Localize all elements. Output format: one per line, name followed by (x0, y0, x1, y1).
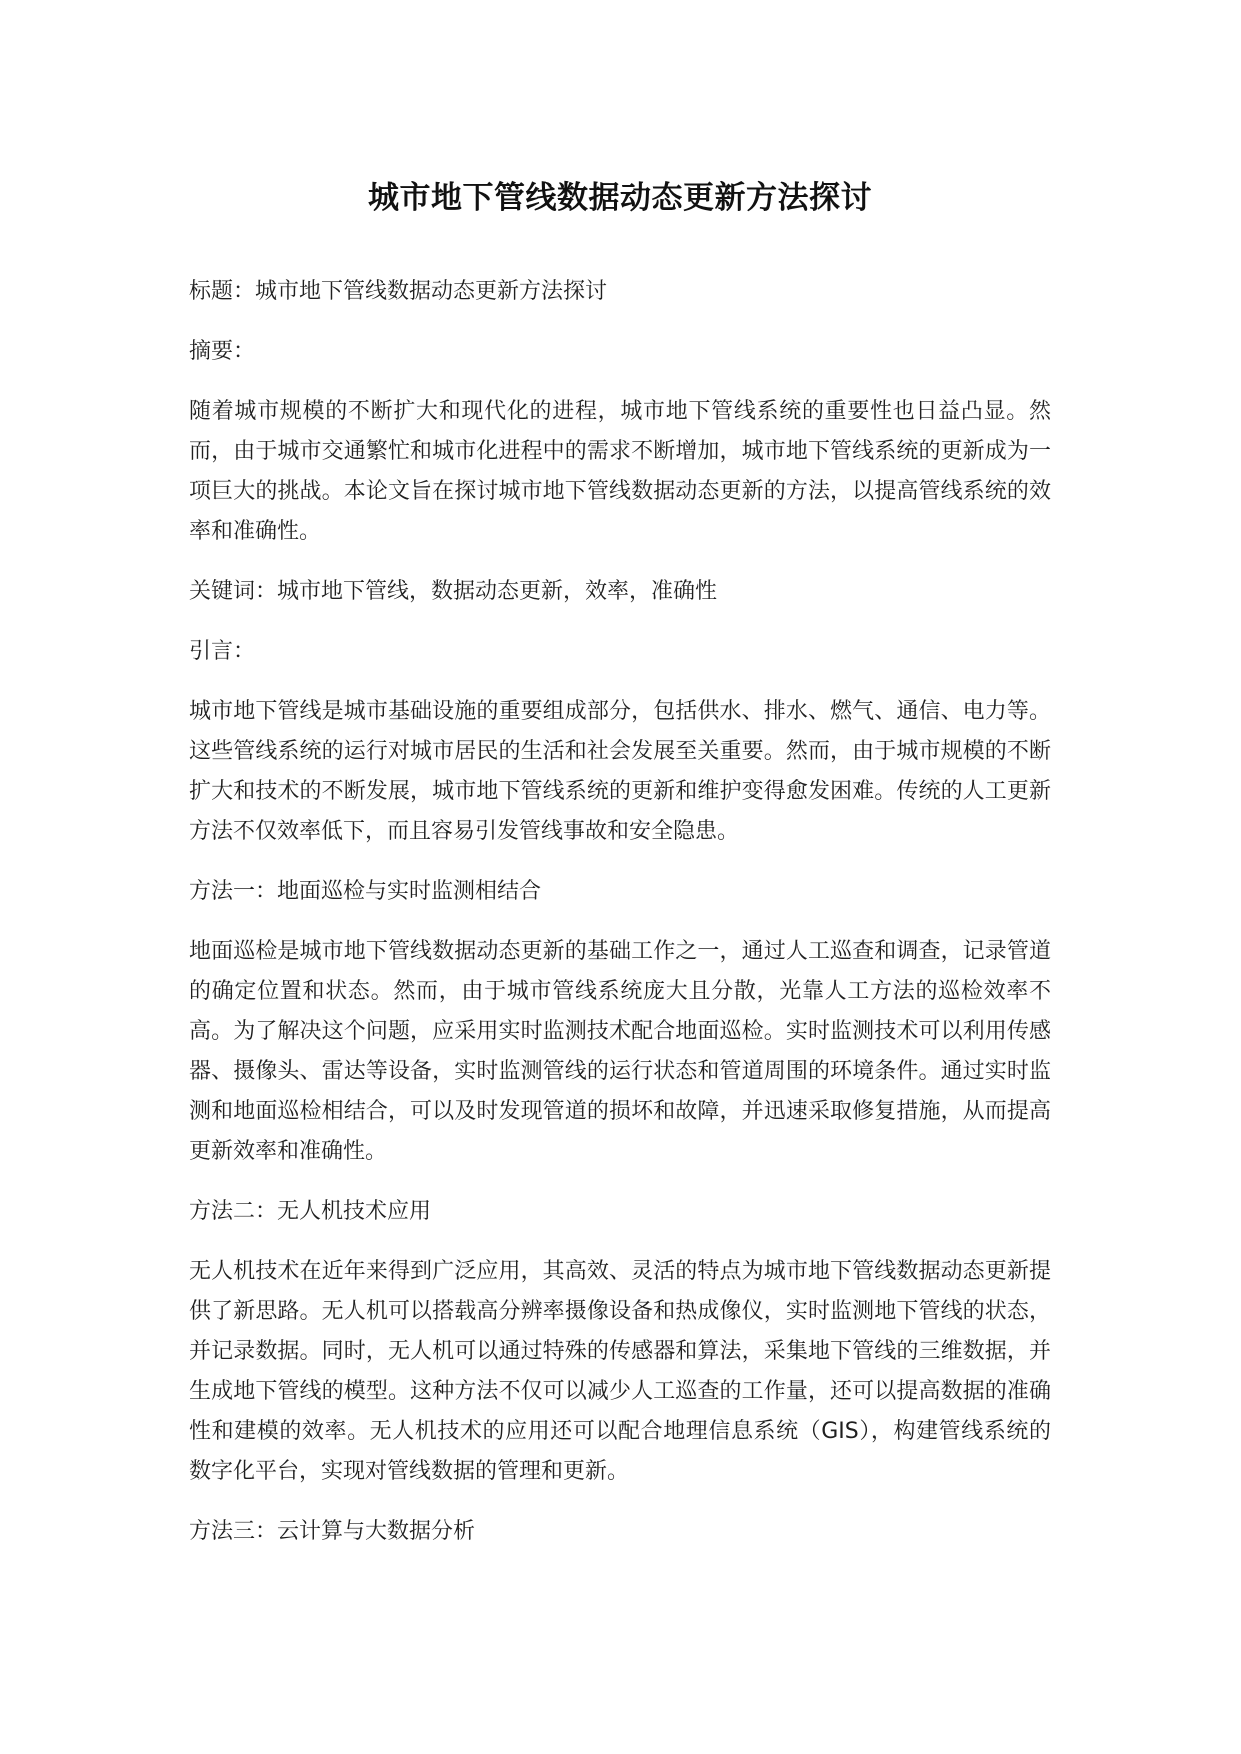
method-two-heading: 方法二：无人机技术应用 (189, 1199, 432, 1224)
title-line: 标题：城市地下管线数据动态更新方法探讨 (189, 279, 608, 304)
abstract-heading: 摘要： (189, 339, 256, 364)
abstract-paragraph: 随着城市规模的不断扩大和现代化的进程，城市地下管线系统的重要性也日益凸显。然而，由于城市交通繁忙和城市化进程中的需求不断增加，城市地下管线系统的更新成为一项巨大的挑战。本论文旨在探讨城市地下管线数据动态更新的方法，以提高管线系统的效率和准确性。 (189, 399, 1051, 544)
method-one-paragraph: 地面巡检是城市地下管线数据动态更新的基础工作之一，通过人工巡查和调查，记录管道的确定位置和状态。然而，由于城市管线系统庞大且分散，光靠人工方法的巡检效率不高。为了解决这个问题，应采用实时监测技术配合地面巡检。实时监测技术可以利用传感器、摄像头、雷达等设备，实时监测管线的运行状态和管道周围的环境条件。通过实时监测和地面巡检相结合，可以及时发现管道的损坏和故障，并迅速采取修复措施，从而提高更新效率和准确性。 (189, 939, 1051, 1164)
introduction-paragraph: 城市地下管线是城市基础设施的重要组成部分，包括供水、排水、燃气、通信、电力等。这些管线系统的运行对城市居民的生活和社会发展至关重要。然而，由于城市规模的不断扩大和技术的不断发展，城市地下管线系统的更新和维护变得愈发困难。传统的人工更新方法不仅效率低下，而且容易引发管线事故和安全隐患。 (189, 699, 1051, 844)
introduction-heading: 引言： (189, 639, 256, 664)
document-body (189, 176, 1051, 1572)
method-one-heading: 方法一：地面巡检与实时监测相结合 (189, 879, 542, 904)
method-two-paragraph: 无人机技术在近年来得到广泛应用，其高效、灵活的特点为城市地下管线数据动态更新提供了新思路。无人机可以搭载高分辨率摄像设备和热成像仪，实时监测地下管线的状态，并记录数据。同时，无人机可以通过特殊的传感器和算法，采集地下管线的三维数据，并生成地下管线的模型。这种方法不仅可以减少人工巡查的工作量，还可以提高数据的准确性和建模的效率。无人机技术的应用还可以配合地理信息系统（GIS），构建管线系统的数字化平台，实现对管线数据的管理和更新。 (189, 1259, 1051, 1484)
keywords-line: 关键词：城市地下管线，数据动态更新，效率，准确性 (189, 579, 718, 604)
method-three-heading: 方法三：云计算与大数据分析 (189, 1519, 476, 1544)
document-title: 城市地下管线数据动态更新方法探讨 (368, 180, 872, 216)
